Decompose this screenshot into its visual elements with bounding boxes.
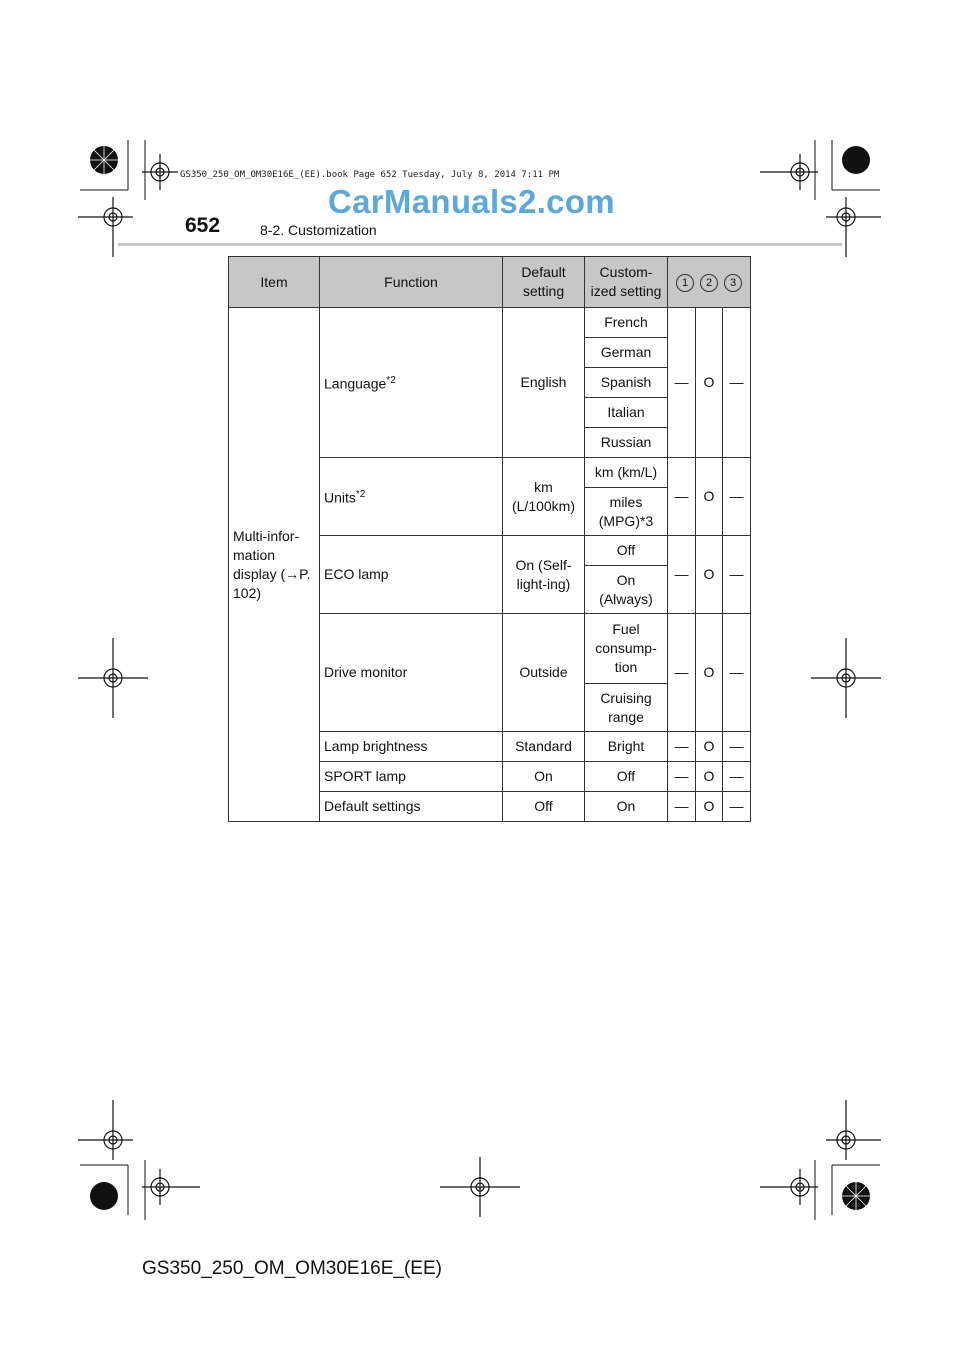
column-2-icon: 2 bbox=[700, 274, 718, 292]
watermark-logo: CarManuals2.com bbox=[328, 183, 615, 220]
mark-3: — bbox=[723, 732, 751, 762]
header-columns bbox=[668, 257, 751, 308]
default-label: km (L/100km) bbox=[511, 478, 576, 514]
default-label: On (Self-light-ing) bbox=[515, 556, 572, 592]
mark-2: O bbox=[696, 614, 723, 732]
mark-2: O bbox=[696, 762, 723, 792]
mark-2: O bbox=[696, 792, 723, 822]
mark-1: — bbox=[668, 762, 696, 792]
mark-2: O bbox=[696, 536, 723, 614]
function-cell: ECO lamp bbox=[320, 536, 503, 614]
option-label: Fuel consump-tion bbox=[595, 621, 657, 675]
function-label: Language bbox=[324, 375, 387, 392]
function-cell: Default settings bbox=[320, 792, 503, 822]
column-1-icon: 1 bbox=[676, 274, 694, 292]
option-cell: Bright bbox=[585, 732, 668, 762]
mark-3: — bbox=[723, 762, 751, 792]
default-cell: English bbox=[503, 308, 585, 458]
header-function: Function bbox=[320, 257, 503, 308]
mark-3: — bbox=[723, 458, 751, 536]
option-cell: km (km/L) bbox=[585, 458, 668, 488]
function-label: Units bbox=[324, 489, 356, 506]
footer-doc-code: GS350_250_OM_OM30E16E_(EE) bbox=[142, 1258, 442, 1279]
column-3-icon: 3 bbox=[724, 274, 742, 292]
item-label: Multi-infor-mation display (→P. 102) bbox=[233, 527, 311, 601]
function-cell: Drive monitor bbox=[320, 614, 503, 732]
option-label: miles (MPG)*3 bbox=[598, 493, 654, 529]
default-cell bbox=[503, 458, 585, 536]
note-mark: *2 bbox=[355, 489, 366, 501]
default-cell: Standard bbox=[503, 732, 585, 762]
section-title: 8-2. Customization bbox=[260, 222, 377, 238]
header-default bbox=[503, 257, 585, 308]
customization-table bbox=[228, 256, 751, 822]
mark-2: O bbox=[696, 732, 723, 762]
header-custom-label: Custom-ized setting bbox=[590, 264, 662, 299]
mark-1: — bbox=[668, 308, 696, 458]
table-row bbox=[229, 308, 751, 338]
default-cell: On bbox=[503, 762, 585, 792]
function-cell: SPORT lamp bbox=[320, 762, 503, 792]
mark-2: O bbox=[696, 308, 723, 458]
table-header-row bbox=[229, 257, 751, 308]
mark-1: — bbox=[668, 536, 696, 614]
function-cell: Lamp brightness bbox=[320, 732, 503, 762]
option-cell: French bbox=[585, 308, 668, 338]
mark-1: — bbox=[668, 732, 696, 762]
option-cell: Spanish bbox=[585, 368, 668, 398]
function-cell bbox=[320, 458, 503, 536]
item-cell bbox=[229, 308, 320, 822]
option-label: On (Always) bbox=[599, 571, 653, 607]
mark-1: — bbox=[668, 792, 696, 822]
option-cell bbox=[585, 488, 668, 536]
book-info-line: GS350_250_OM_OM30E16E_(EE).book Page 652 Tuesday, July 8, 2014 7:11 PM bbox=[180, 170, 560, 180]
option-cell: Russian bbox=[585, 428, 668, 458]
mark-3: — bbox=[723, 536, 751, 614]
header-rule bbox=[118, 243, 842, 246]
mark-1: — bbox=[668, 458, 696, 536]
default-cell: Outside bbox=[503, 614, 585, 732]
option-cell: Off bbox=[585, 536, 668, 566]
note-mark: *2 bbox=[386, 375, 396, 387]
header-custom bbox=[585, 257, 668, 308]
function-cell bbox=[320, 308, 503, 458]
option-cell: On bbox=[585, 792, 668, 822]
mark-3: — bbox=[723, 792, 751, 822]
default-cell: Off bbox=[503, 792, 585, 822]
option-cell: Italian bbox=[585, 398, 668, 428]
option-cell: Off bbox=[585, 762, 668, 792]
option-label: Cruising range bbox=[600, 689, 652, 725]
option-cell bbox=[585, 614, 668, 684]
mark-3: — bbox=[723, 614, 751, 732]
option-cell: German bbox=[585, 338, 668, 368]
header-default-label: Default setting bbox=[521, 264, 566, 299]
mark-2: O bbox=[696, 458, 723, 536]
mark-1: — bbox=[668, 614, 696, 732]
mark-3: — bbox=[723, 308, 751, 458]
option-cell bbox=[585, 684, 668, 732]
default-cell bbox=[503, 536, 585, 614]
header-item: Item bbox=[229, 257, 320, 308]
option-cell bbox=[585, 566, 668, 614]
page-number: 652 bbox=[185, 214, 221, 237]
